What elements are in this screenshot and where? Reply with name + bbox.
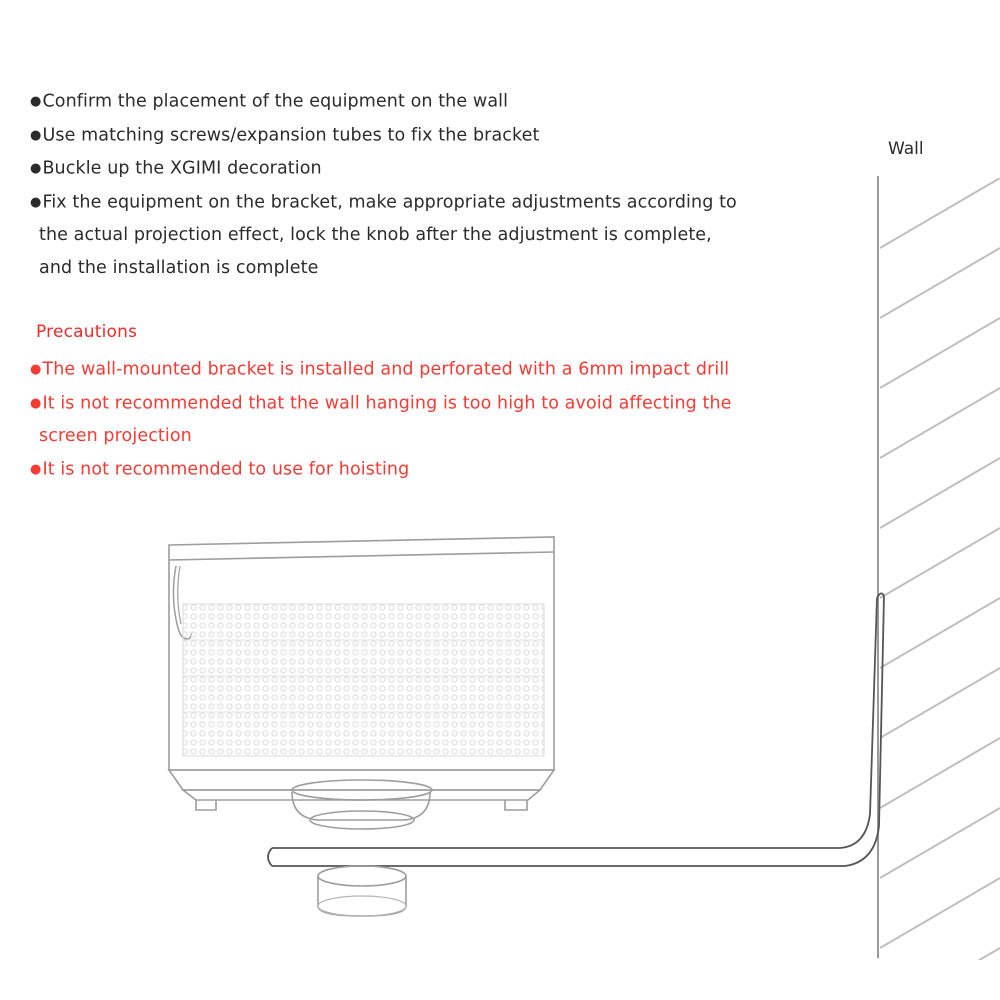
bullet-icon: ● bbox=[30, 161, 42, 176]
bullet-icon: ● bbox=[30, 395, 42, 411]
bullet-icon: ● bbox=[30, 127, 42, 143]
adjustment-knob bbox=[318, 866, 406, 916]
list-item-text: It is not recommended that the wall hanging is too high to avoid affecting the bbox=[42, 393, 732, 413]
bullet-icon: ● bbox=[30, 462, 42, 477]
list-item-text: and the installation is complete bbox=[39, 258, 319, 278]
list-item-text: Use matching screws/expansion tubes to fix the bracket bbox=[42, 125, 540, 145]
list-item-text: Confirm the placement of the equipment on the wall bbox=[42, 91, 509, 112]
wall-label: Wall bbox=[888, 139, 924, 159]
list-item-text: It is not recommended to use for hoisting bbox=[42, 459, 410, 480]
list-item-text: Fix the equipment on the bracket, make appropriate adjustments according to bbox=[42, 192, 737, 212]
list-item-text: the actual projection effect, lock the knob after the adjustment is complete, bbox=[39, 225, 712, 245]
projector-body bbox=[169, 537, 554, 829]
list-item-text: Buckle up the XGIMI decoration bbox=[42, 158, 322, 179]
wall-hatching bbox=[880, 178, 1000, 1000]
precautions-heading: Precautions bbox=[36, 322, 138, 342]
list-item-text: The wall-mounted bracket is installed and perforated with a 6mm impact drill bbox=[42, 359, 730, 380]
bullet-icon: ● bbox=[30, 362, 42, 377]
bullet-icon: ● bbox=[30, 94, 42, 109]
wall-group bbox=[878, 176, 1000, 1000]
list-item-text: screen projection bbox=[39, 426, 192, 446]
bullet-icon: ● bbox=[30, 194, 42, 210]
